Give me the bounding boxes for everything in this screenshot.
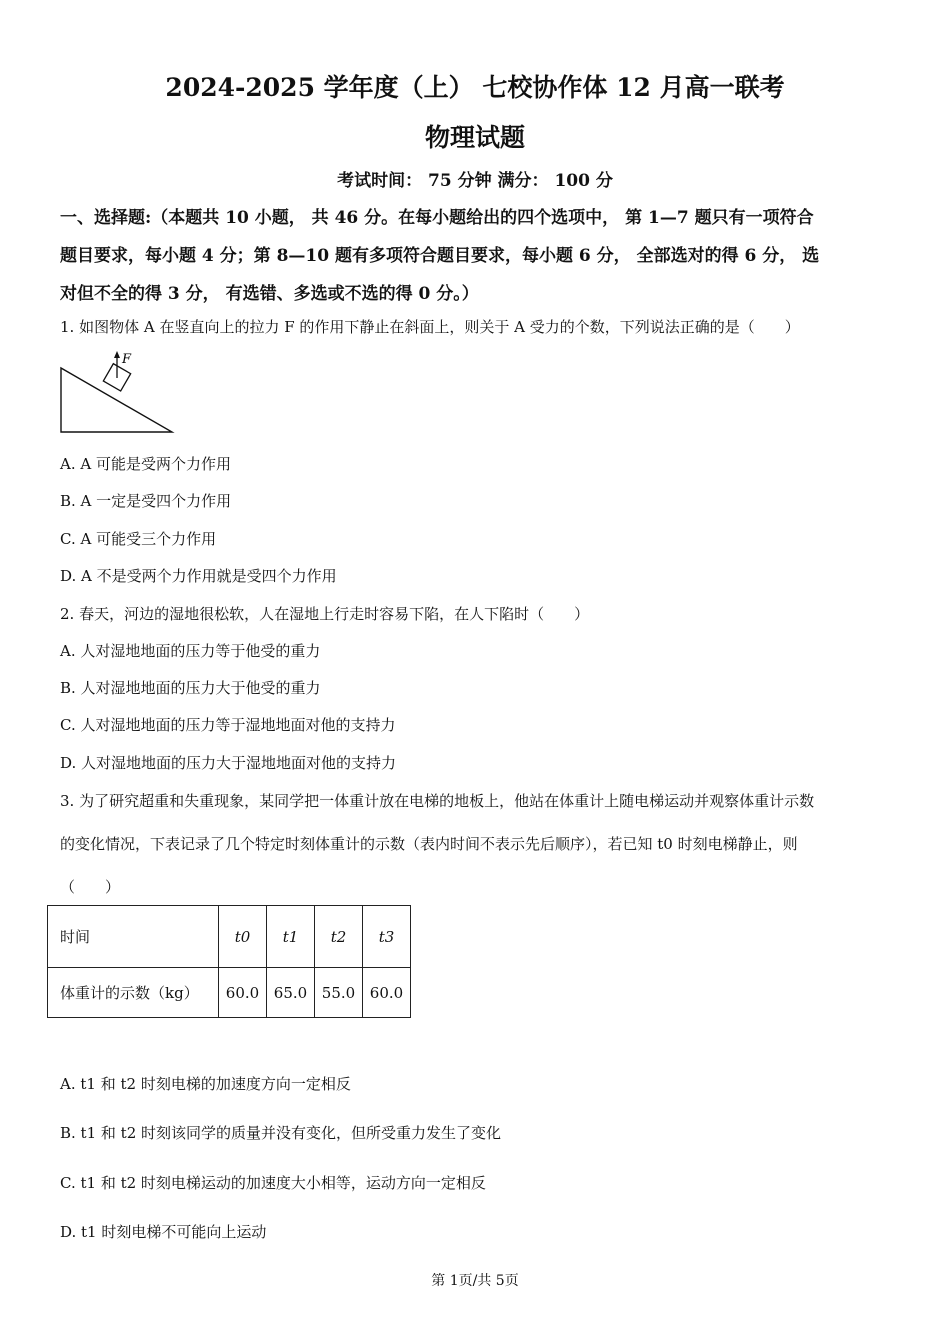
q1-option-d: D. A 不是受两个力作用就是受四个力作用 [60, 567, 337, 585]
table-cell-reading-2: 55.0 [315, 968, 363, 1018]
table-cell-t1: t1 [267, 906, 315, 968]
force-arrow-head [114, 351, 120, 358]
exam-info: 考试时间： 75 分钟 满分： 100 分 [337, 171, 613, 191]
q1-option-b: B. A 一定是受四个力作用 [60, 492, 232, 510]
table-header-reading: 体重计的示数（kg） [48, 968, 219, 1018]
page-number: 第 1页/共 5页 [431, 1273, 519, 1289]
q1-stem: 1. 如图物体 A 在竖直向上的拉力 F 的作用下静止在斜面上，则关于 A 受力的个数，下列说法正确的是（ ） [60, 318, 800, 336]
q2-stem: 2. 春天，河边的湿地很松软，人在湿地上行走时容易下陷，在人下陷时（ ） [60, 605, 590, 623]
table-cell-reading-3: 60.0 [363, 968, 411, 1018]
q3-stem-line1: 3. 为了研究超重和失重现象，某同学把一体重计放在电梯的地板上，他站在体重计上随电梯运动并观察体重计示数 [60, 792, 815, 810]
q2-option-c: C. 人对湿地地面的压力等于湿地地面对他的支持力 [60, 716, 396, 734]
q1-option-c: C. A 可能受三个力作用 [60, 530, 217, 548]
exam-title: 2024-2025 学年度（上） 七校协作体 12 月高一联考 [165, 73, 785, 102]
q1-option-a: A. A 可能是受两个力作用 [60, 455, 231, 473]
q2-option-d: D. 人对湿地地面的压力大于湿地地面对他的支持力 [60, 754, 397, 772]
table-header-time: 时间 [48, 906, 219, 968]
weight-reading-table [47, 905, 411, 1018]
incline-figure [58, 348, 176, 436]
table-cell-reading-1: 65.0 [267, 968, 315, 1018]
table-row [48, 968, 411, 1018]
q3-option-a: A. t1 和 t2 时刻电梯的加速度方向一定相反 [60, 1075, 351, 1093]
subject-title: 物理试题 [424, 123, 525, 152]
table-cell-t0: t0 [219, 906, 267, 968]
section-instructions-line2: 题目要求，每小题 4 分；第 8—10 题有多项符合题目要求，每小题 6 分， 全部选对的得 6 分， 选 [60, 246, 820, 266]
q3-stem-line2: 的变化情况，下表记录了几个特定时刻体重计的示数（表内时间不表示先后顺序），若已知 t0 时刻电梯静止，则 [60, 835, 798, 853]
q3-option-b: B. t1 和 t2 时刻该同学的质量并没有变化，但所受重力发生了变化 [60, 1124, 502, 1142]
table-cell-t3: t3 [363, 906, 411, 968]
force-label: F [122, 352, 132, 367]
q2-option-b: B. 人对湿地地面的压力大于他受的重力 [60, 679, 321, 697]
table-cell-t2: t2 [315, 906, 363, 968]
q2-option-a: A. 人对湿地地面的压力等于他受的重力 [60, 642, 321, 660]
table-row [48, 906, 411, 968]
q3-option-c: C. t1 和 t2 时刻电梯运动的加速度大小相等，运动方向一定相反 [60, 1174, 486, 1192]
section-instructions-line3: 对但不全的得 3 分， 有选错、多选或不选的得 0 分。） [60, 284, 479, 304]
table-cell-reading-0: 60.0 [219, 968, 267, 1018]
section-instructions-line1: 一、选择题:（本题共 10 小题， 共 46 分。在每小题给出的四个选项中， 第 1—7 题只有一项符合 [60, 208, 814, 228]
q3-option-d: D. t1 时刻电梯不可能向上运动 [60, 1223, 267, 1241]
q3-stem-line3: （ ） [60, 878, 121, 896]
